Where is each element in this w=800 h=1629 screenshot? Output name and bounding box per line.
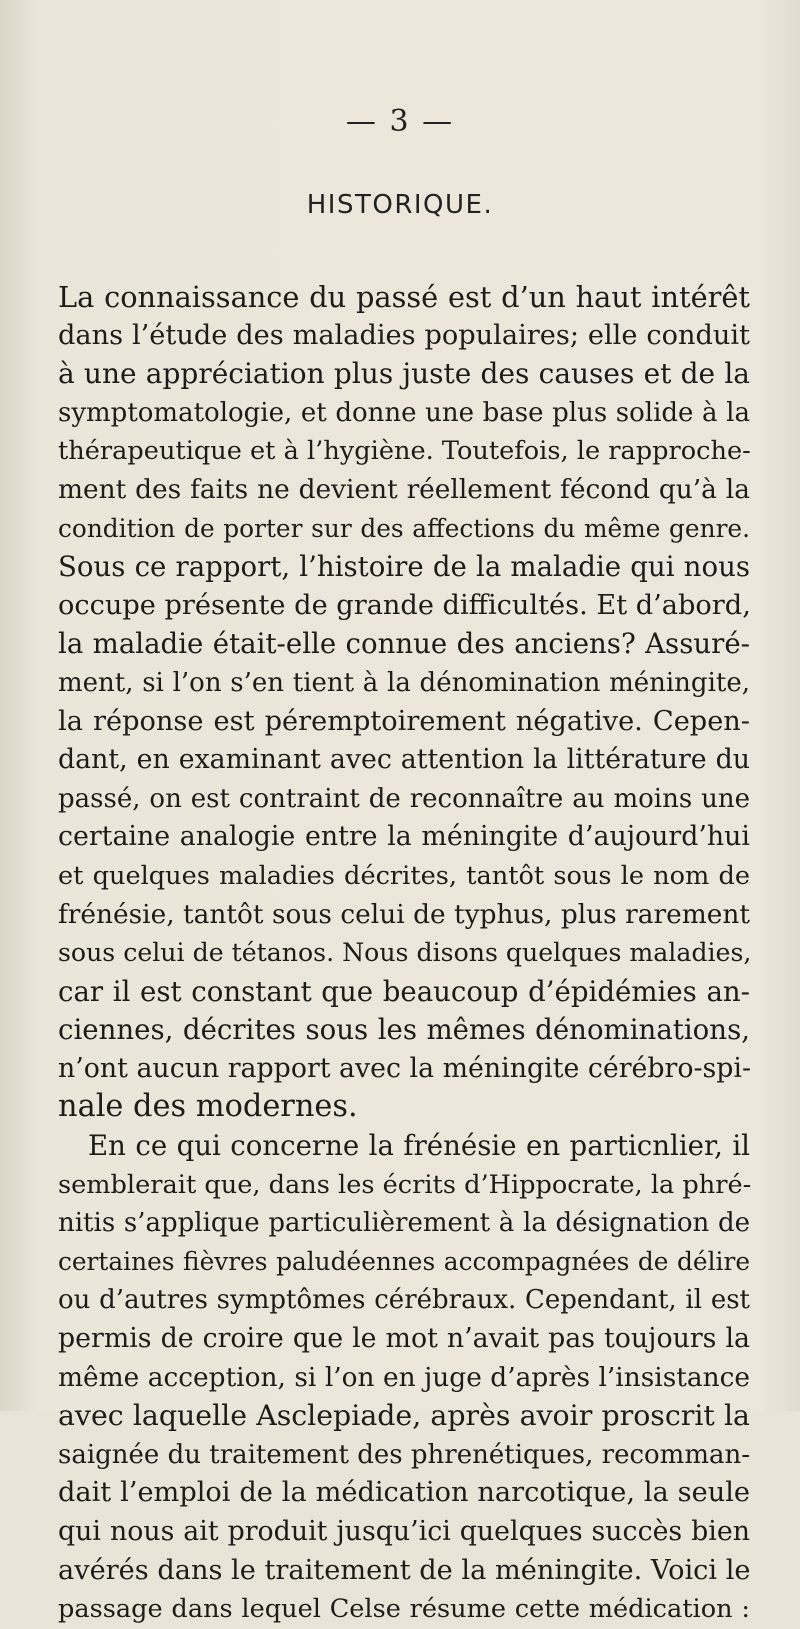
text-line: En ce qui concerne la frénésie en particnlier, il — [88, 1129, 750, 1163]
page-number: — 3 — — [345, 104, 455, 139]
text-line: Sous ce rapport, l’histoire de la maladie qui nous — [58, 550, 750, 584]
text-line: sous celui de tétanos. Nous disons quelques maladies, — [58, 938, 752, 968]
paragraph-1 — [58, 278, 750, 1127]
text-line: la réponse est péremptoirement négative. Cepen- — [58, 705, 750, 737]
text-line: dans l’étude des maladies populaires; elle conduit — [58, 319, 750, 351]
text-line: certaine analogie entre la méningite d’aujourd’hui — [58, 821, 750, 853]
text-line: frénésie, tantôt sous celui de typhus, plus rarement — [58, 898, 750, 930]
text-line: ment, si l’on s’en tient à la dénomination méningite, — [58, 667, 750, 698]
text-line: dait l’emploi de la médication narcotique, la seule — [58, 1477, 750, 1509]
text-line: ment des faits ne devient réellement fécond qu’à la — [58, 473, 750, 505]
text-line: la maladie était-elle connue des anciens? Assuré- — [58, 627, 750, 661]
text-line: nitis s’applique particulièrement à la désignation de — [58, 1208, 750, 1239]
text-line: semblerait que, dans les écrits d’Hippocrate, la phré- — [58, 1169, 752, 1200]
text-line: n’ont aucun rapport avec la méningite cérébro-spi- — [58, 1052, 752, 1084]
text-line: ciennes, décrites sous les mêmes dénominations, — [58, 1013, 750, 1047]
text-line: saignée du traitement des phrenétiques, recomman- — [58, 1439, 751, 1470]
text-line: thérapeutique et à l’hygiène. Toutefois, le rapproche- — [58, 436, 751, 467]
text-line: nale des modernes. — [58, 1089, 358, 1125]
text-line: condition de porter sur des affections du même genre. — [58, 513, 750, 543]
text-line: passage dans lequel Celse résume cette médication : — [58, 1594, 750, 1625]
text-line: car il est constant que beaucoup d’épidémies an- — [58, 974, 750, 1008]
text-line: qui nous ait produit jusqu’ici quelques succès bien — [58, 1516, 750, 1547]
text-line: permis de croire que le mot n’avait pas toujours la — [58, 1323, 750, 1355]
text-line: symptomatologie, et donne une base plus solide à la — [58, 397, 750, 428]
text-line: passé, on est contraint de reconnaître au moins une — [58, 783, 750, 814]
text-line: La connaissance du passé est d’un haut intérêt — [58, 280, 750, 314]
text-line: à une appréciation plus juste des causes et de la — [58, 357, 750, 391]
section-heading: HISTORIQUE. — [306, 190, 494, 220]
text-line: dant, en examinant avec attention la littérature du — [58, 744, 750, 776]
text-line: certaines fièvres paludéennes accompagnées de délire — [58, 1246, 750, 1276]
text-line: ou d’autres symptômes cérébraux. Cependant, il est — [58, 1285, 750, 1316]
text-line: et quelques maladies décrites, tantôt sous le nom de — [58, 860, 750, 891]
text-line: avec laquelle Asclepiade, après avoir proscrit la — [58, 1399, 750, 1433]
text-line: avérés dans le traitement de la méningite. Voici le — [58, 1554, 751, 1586]
paragraph-2 — [58, 1127, 750, 1629]
text-line: même acception, si l’on en juge d’après l’insistance — [58, 1361, 750, 1393]
body-text — [58, 278, 750, 1629]
text-line: occupe présente de grande difficultés. Et d’abord, — [58, 589, 751, 621]
